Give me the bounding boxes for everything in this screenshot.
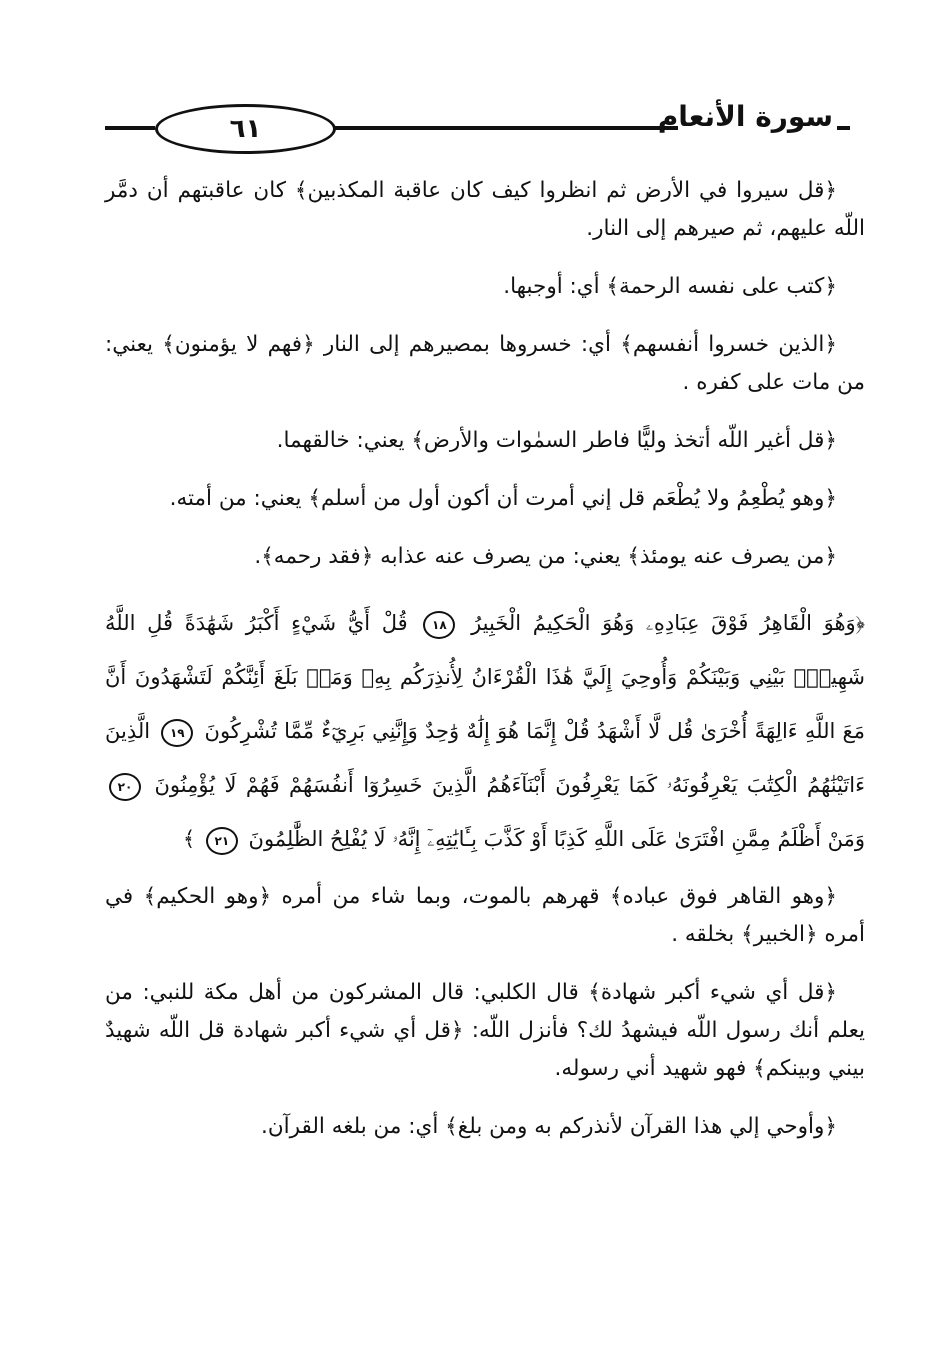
quran-closing-bracket: ﴾	[182, 827, 196, 851]
quran-verse-text: وَمَنْ أَظْلَمُ مِمَّنِ افْتَرَىٰ عَلَى اللَّهِ كَذِبًا أَوْ كَذَّبَ بِـَٔايَٰتِهِۦٓ إِنَّهُۥ لَا يُفْلِحُ الظَّٰلِمُونَ	[248, 827, 865, 851]
paragraph: ﴿كتب على نفسه الرحمة﴾ أي: أوجبها.	[503, 274, 837, 299]
quran-passage	[105, 596, 865, 866]
page-header	[105, 92, 850, 162]
header-rule-left	[105, 126, 155, 130]
quran-verse-text: الَّذِينَ ءَاتَيْنَٰهُمُ الْكِتَٰبَ يَعْرِفُونَهُۥ كَمَا يَعْرِفُونَ أَبْنَآءَهُمُ الَّذِينَ خَسِرُوٓا أَنفُسَهُمْ فَهُمْ لَا يُؤْمِنُونَ	[105, 719, 865, 797]
paragraph: ﴿قل أغير اللّه أتخذ وليًّا فاطر السمٰوات والأرض﴾ يعني: خالقهما.	[276, 428, 837, 453]
ayah-number-marker: ٢٠	[109, 773, 141, 801]
quran-verse-text: قُلْ أَيُّ شَيْءٍ أَكْبَرُ شَهَٰدَةً قُلِ اللَّهُ شَهِيدٌۢ بَيْنِي وَبَيْنَكُمْ وَأُوحِيَ إِلَيَّ هَٰذَا الْقُرْءَانُ لِأُنذِرَكُم بِهِۦ وَمَنۢ بَلَغَ أَئِنَّكُمْ لَتَشْهَدُونَ أَنَّ مَعَ اللَّهِ ءَالِهَةً أُخْرَىٰ قُل لَّا أَشْهَدُ قُلْ إِنَّمَا هُوَ إِلَٰهٌ وَٰحِدٌ وَإِنَّنِي بَرِيٓءٌ مِّمَّا تُشْرِكُونَ	[105, 611, 865, 743]
surah-title: سورة الأنعام	[657, 100, 833, 133]
paragraph: ﴿وهو يُطْعِمُ ولا يُطْعَم قل إني أمرت أن أكون أول من أسلم﴾ يعني: من أمته.	[169, 486, 837, 511]
paragraph: ﴿وهو القاهر فوق عباده﴾ قهرهم بالموت، وبما شاء من أمره ﴿وهو الحكيم﴾ في أمره ﴿الخبير﴾ بخلقه .	[105, 884, 865, 947]
header-rule-right	[837, 126, 850, 130]
header-rule-middle	[333, 126, 678, 130]
page-body	[105, 172, 865, 1166]
paragraph: ﴿قل أي شيء أكبر شهادة﴾ قال الكلبي: قال المشركون من أهل مكة للنبي: من يعلم أنك رسول اللّه فيشهدُ لك؟ فأنزل اللّه: ﴿قل أي شيء أكبر شهادة قل اللّه شهيدٌ بيني وبينكم﴾ فهو شهيد أني رسوله.	[105, 980, 865, 1081]
paragraph: ﴿قل سيروا في الأرض ثم انظروا كيف كان عاقبة المكذبين﴾ كان عاقبتهم أن دمَّر اللّه عليهم، ثم صيرهم إلى النار.	[105, 178, 865, 241]
paragraph: ﴿وأوحي إلي هذا القرآن لأنذركم به ومن بلغ﴾ أي: من بلغه القرآن.	[261, 1114, 837, 1139]
page-number: ٦١	[155, 104, 336, 154]
ayah-number-marker: ٢١	[206, 827, 238, 855]
paragraph: ﴿من يصرف عنه يومئذ﴾ يعني: من يصرف عنه عذابه ﴿فقد رحمه﴾.	[254, 544, 837, 569]
quran-verse-text: ﴿وَهُوَ الْقَاهِرُ فَوْقَ عِبَادِهِۦ وَهُوَ الْحَكِيمُ الْخَبِيرُ	[471, 611, 865, 635]
ayah-number-marker: ١٨	[423, 611, 455, 639]
ayah-number-marker: ١٩	[161, 719, 193, 747]
paragraph: ﴿الذين خسروا أنفسهم﴾ أي: خسروها بمصيرهم إلى النار ﴿فهم لا يؤمنون﴾ يعني: من مات على كفره .	[105, 332, 865, 395]
